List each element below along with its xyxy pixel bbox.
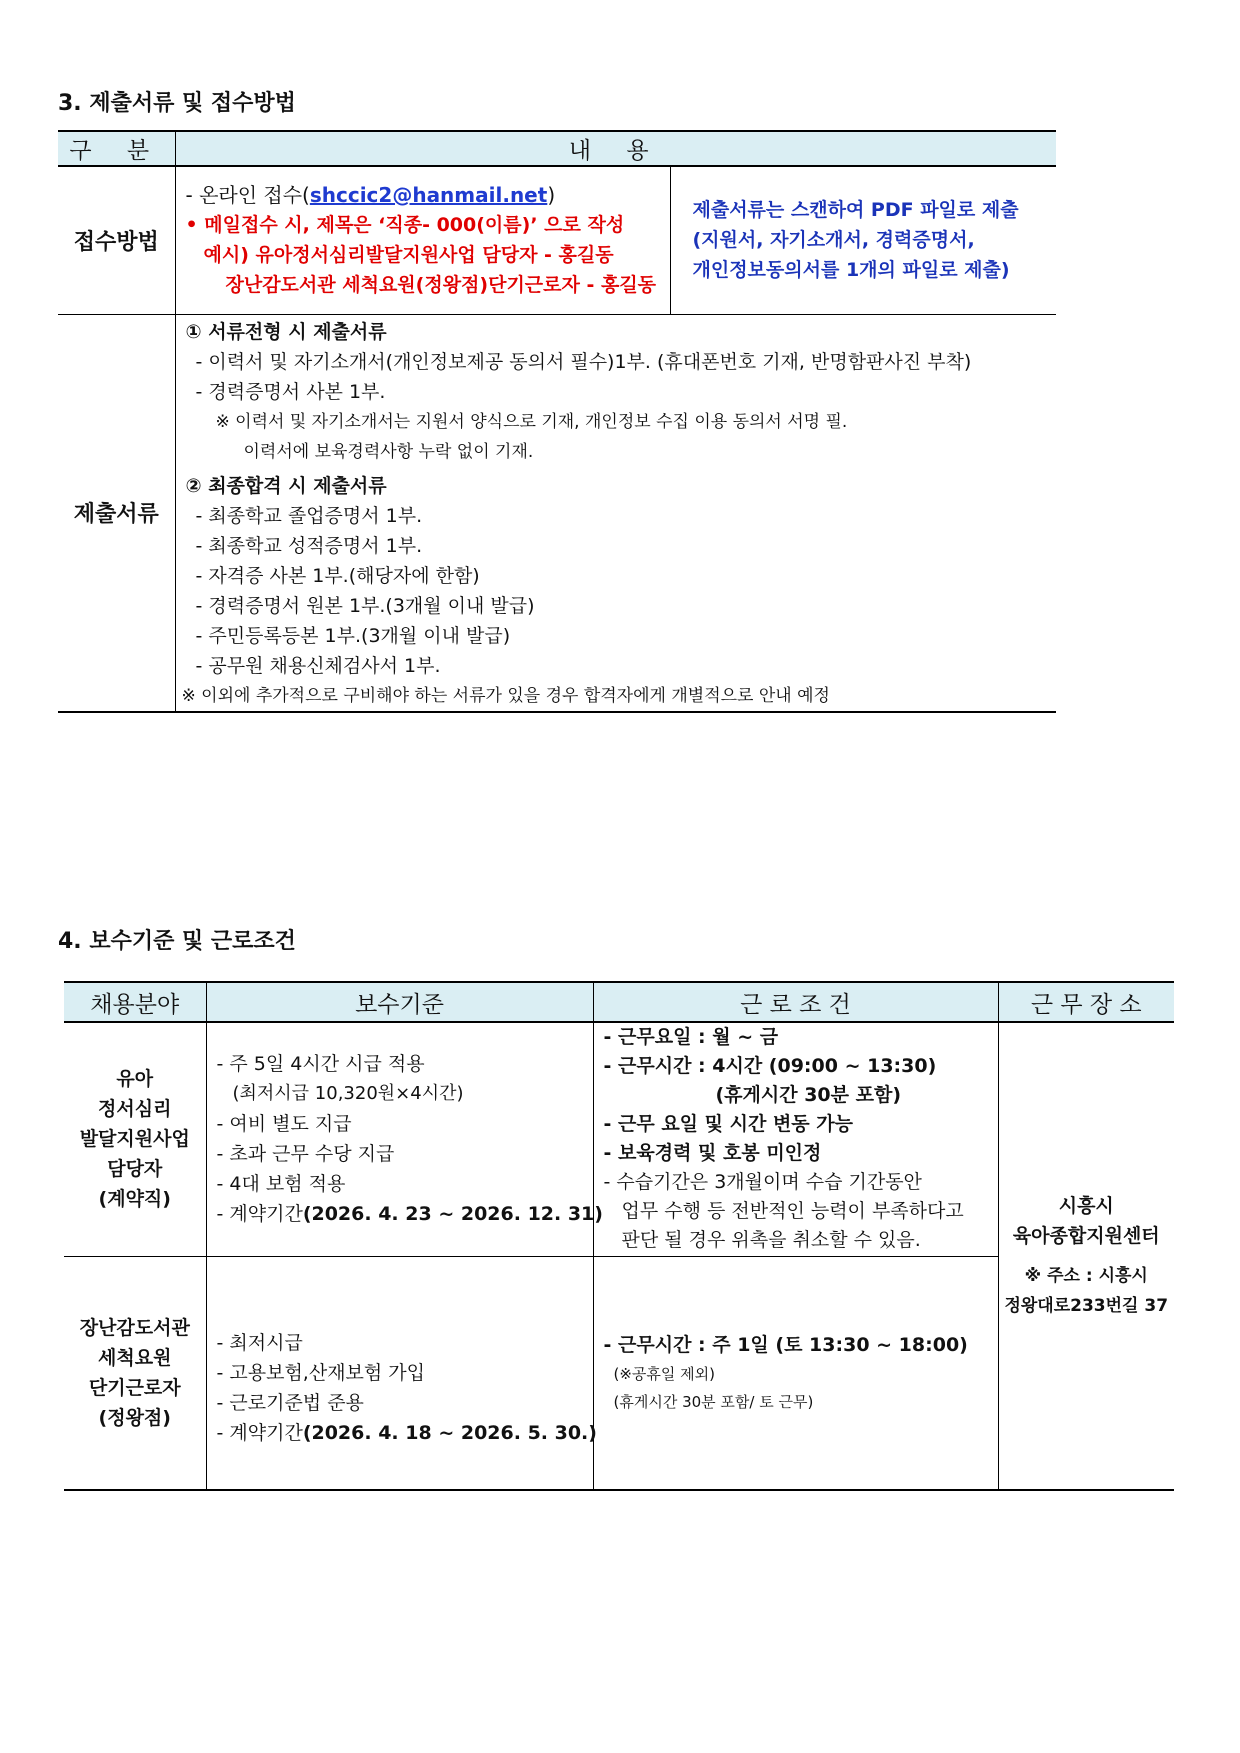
docs-part2-item: - 자격증 사본 1부.(해당자에 한함) [195, 564, 480, 587]
docs-part1-item: - 경력증명서 사본 1부. [195, 380, 386, 403]
row1-conditions: - 근무요일 : 월 ~ 금 - 근무시간 : 4시간 (09:00 ~ 13:30) (휴게시간 30분 포함) - 근무 요일 및 시간 변동 가능 - 보육경력 및 호봉 미인정 - 수습기간은 3개월이며 수습 기간동안 업무 수행 등 전반적인 능력이 부족하다고 판단 될 경우 위촉을 취소할 수 있음. [593, 1022, 998, 1256]
row1-contract-period: - 계약기간(2026. 4. 23 ~ 2026. 12. 31) [216, 1203, 603, 1226]
docs-part2-item: - 최종학교 성적증명서 1부. [195, 534, 423, 557]
header-conditions: 근 로 조 건 [593, 982, 998, 1022]
email-link[interactable]: shccic2@hanmail.net [309, 183, 548, 208]
row2-pay: - 최저시급 - 고용보험,산재보험 가입 - 근로기준법 준용 - 계약기간(2026. 4. 18 ~ 2026. 5. 30.) [206, 1256, 593, 1490]
docs-part2-title: ② 최종합격 시 제출서류 [185, 474, 387, 497]
row1-pay: - 주 5일 4시간 시급 적용 (최저시급 10,320원×4시간) - 여비 별도 지급 - 초과 근무 수당 지급 - 4대 보험 적용 - 계약기간(2026. 4. 23 ~ 2026. 12. 31) [206, 1022, 593, 1256]
docs-details [175, 314, 1056, 712]
docs-label: 제출서류 [58, 314, 175, 712]
docs-footnote: ※ 이외에 추가적으로 구비해야 하는 서류가 있을 경우 합격자에게 개별적으로 안내 예정 [181, 685, 830, 706]
submission-table [58, 130, 1056, 713]
row2-conditions: - 근무시간 : 주 1일 (토 13:30 ~ 18:00) (※공휴일 제외) (휴게시간 30분 포함/ 토 근무) [593, 1256, 998, 1490]
docs-part1-item: - 이력서 및 자기소개서(개인정보제공 동의서 필수)1부. (휴대폰번호 기재, 반명함판사진 부착) [195, 350, 972, 373]
work-location: 시흥시 육아종합지원센터 ※ 주소 : 시흥시 정왕대로233번길 37 [998, 1022, 1174, 1490]
header-field: 채용분야 [64, 982, 206, 1022]
docs-part2-item: - 주민등록등본 1부.(3개월 이내 발급) [195, 624, 511, 647]
header-location: 근 무 장 소 [998, 982, 1174, 1022]
docs-part2-item: - 최종학교 졸업증명서 1부. [195, 504, 423, 527]
method-label: 접수방법 [58, 166, 175, 314]
header-category: 구 분 [58, 131, 175, 166]
row2-field: 장난감도서관 세척요원 단기근로자 (정왕점) [64, 1256, 206, 1490]
section-4-title: 4. 보수기준 및 근로조건 [58, 929, 296, 954]
method-details [175, 166, 670, 314]
header-pay: 보수기준 [206, 982, 593, 1022]
docs-part1-note: 이력서에 보육경력사항 누락 없이 기재. [243, 441, 534, 462]
docs-part1-title: ① 서류전형 시 제출서류 [185, 320, 387, 343]
email-subject-rule: • 메일접수 시, 제목은 ‘직종- 000(이름)’ 으로 작성 [185, 214, 625, 237]
header-content: 내 용 [175, 131, 1056, 166]
example-line-1: 예시) 유아정서심리발달지원사업 담당자 - 홍길동 [203, 244, 614, 267]
docs-part1-note: ※ 이력서 및 자기소개서는 지원서 양식으로 기재, 개인정보 수집 이용 동의서 서명 필. [215, 411, 848, 432]
compensation-table [64, 981, 1174, 1491]
online-submission: - 온라인 접수(shccic2@hanmail.net) [185, 183, 556, 208]
docs-part2-item: - 경력증명서 원본 1부.(3개월 이내 발급) [195, 594, 535, 617]
docs-part2-item: - 공무원 채용신체검사서 1부. [195, 654, 441, 677]
row1-field: 유아 정서심리 발달지원사업 담당자 (계약직) [64, 1022, 206, 1256]
pdf-notice: 제출서류는 스캔하여 PDF 파일로 제출 (지원서, 자기소개서, 경력증명서, 개인정보동의서를 1개의 파일로 제출) [670, 166, 1056, 314]
row2-contract-period: - 계약기간(2026. 4. 18 ~ 2026. 5. 30.) [216, 1421, 597, 1444]
section-3-title: 3. 제출서류 및 접수방법 [58, 91, 296, 116]
example-line-2: 장난감도서관 세척요원(정왕점)단기근로자 - 홍길동 [225, 274, 657, 297]
